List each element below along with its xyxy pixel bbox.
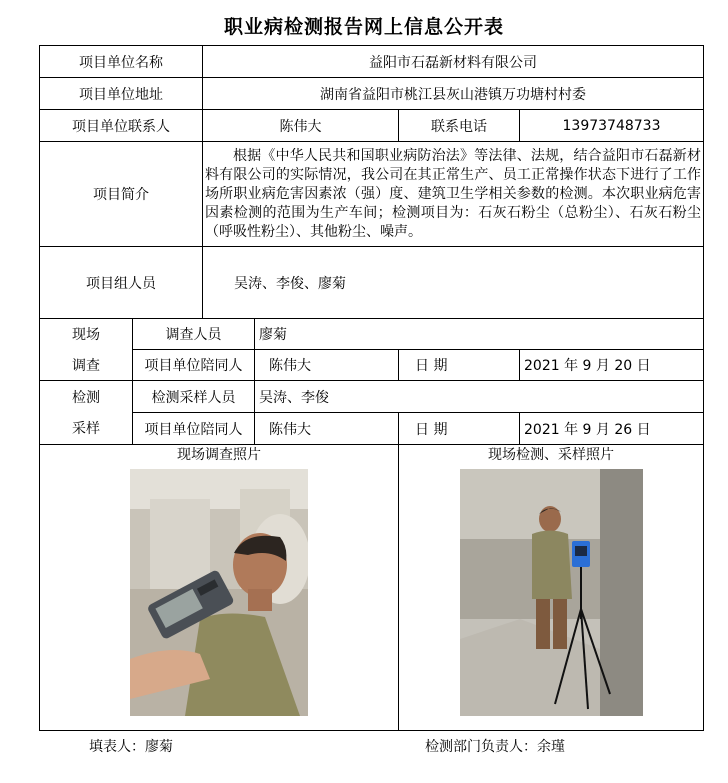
row-survey-companion <box>40 350 704 381</box>
sampling-companion-value: 陈伟大 <box>255 413 399 445</box>
sampling-group-label-1: 检测 <box>40 381 133 413</box>
intro-cell <box>203 142 704 247</box>
intro-text: 根据《中华人民共和国职业病防治法》等法律、法规，结合益阳市石磊新材料有限公司的实际情况，我公司在其正常生产、员工正常操作状态下进行了工作场所职业病危害因素浓（强）度、建筑卫生学相关参数的检测。本次职业病危害因素检测的范围为生产车间；检测项目为：石灰石粉尘（总粉尘）、石灰石粉尘（呼吸性粉尘）、其他粉尘、噪声。 <box>205 147 701 240</box>
survey-companion-value: 陈伟大 <box>255 350 399 381</box>
row-team <box>40 247 704 319</box>
row-address <box>40 78 704 110</box>
survey-group-label-1: 现场 <box>40 319 133 350</box>
survey-group-label-2: 调查 <box>40 350 133 381</box>
row-company-name <box>40 46 704 78</box>
phone-label: 联系电话 <box>399 110 520 142</box>
company-name-label: 项目单位名称 <box>40 46 203 78</box>
investigator-label: 调查人员 <box>133 319 255 350</box>
sampling-photo-caption: 现场检测、采样照片 <box>488 447 614 463</box>
intro-label: 项目简介 <box>40 142 203 247</box>
survey-date-label: 日 期 <box>399 350 520 381</box>
survey-photo-caption: 现场调查照片 <box>177 447 261 463</box>
row-intro <box>40 142 704 247</box>
sampler-label: 检测采样人员 <box>133 381 255 413</box>
survey-photo-cell <box>40 445 399 731</box>
filler-text: 填表人：廖菊 <box>89 739 173 755</box>
phone-value: 13973748733 <box>520 110 704 142</box>
row-contact <box>40 110 704 142</box>
survey-date-value: 2021 年 9 月 20 日 <box>520 350 704 381</box>
survey-companion-label: 项目单位陪同人 <box>133 350 255 381</box>
info-table <box>39 45 704 731</box>
sampling-group-label-2: 采样 <box>40 413 133 445</box>
survey-photo <box>130 469 308 716</box>
sampling-date-label: 日 期 <box>399 413 520 445</box>
row-survey-investigator <box>40 319 704 350</box>
responsible-text: 检测部门负责人：余瑾 <box>425 739 565 755</box>
contact-label: 项目单位联系人 <box>40 110 203 142</box>
row-sampling-companion <box>40 413 704 445</box>
team-label: 项目组人员 <box>40 247 203 319</box>
sampling-date-value: 2021 年 9 月 26 日 <box>520 413 704 445</box>
investigator-value: 廖菊 <box>255 319 704 350</box>
sampling-companion-label: 项目单位陪同人 <box>133 413 255 445</box>
address-value: 湖南省益阳市桃江县灰山港镇万功塘村村委 <box>203 78 704 110</box>
sampling-photo <box>460 469 643 716</box>
company-name-value: 益阳市石磊新材料有限公司 <box>203 46 704 78</box>
sampling-photo-cell <box>399 445 704 731</box>
contact-value: 陈伟大 <box>203 110 399 142</box>
row-photos <box>40 445 704 731</box>
team-value: 吴涛、李俊、廖菊 <box>203 247 704 319</box>
page-title: 职业病检测报告网上信息公开表 <box>223 16 504 38</box>
row-sampling-sampler <box>40 381 704 413</box>
address-label: 项目单位地址 <box>40 78 203 110</box>
sampler-value: 吴涛、李俊 <box>255 381 704 413</box>
